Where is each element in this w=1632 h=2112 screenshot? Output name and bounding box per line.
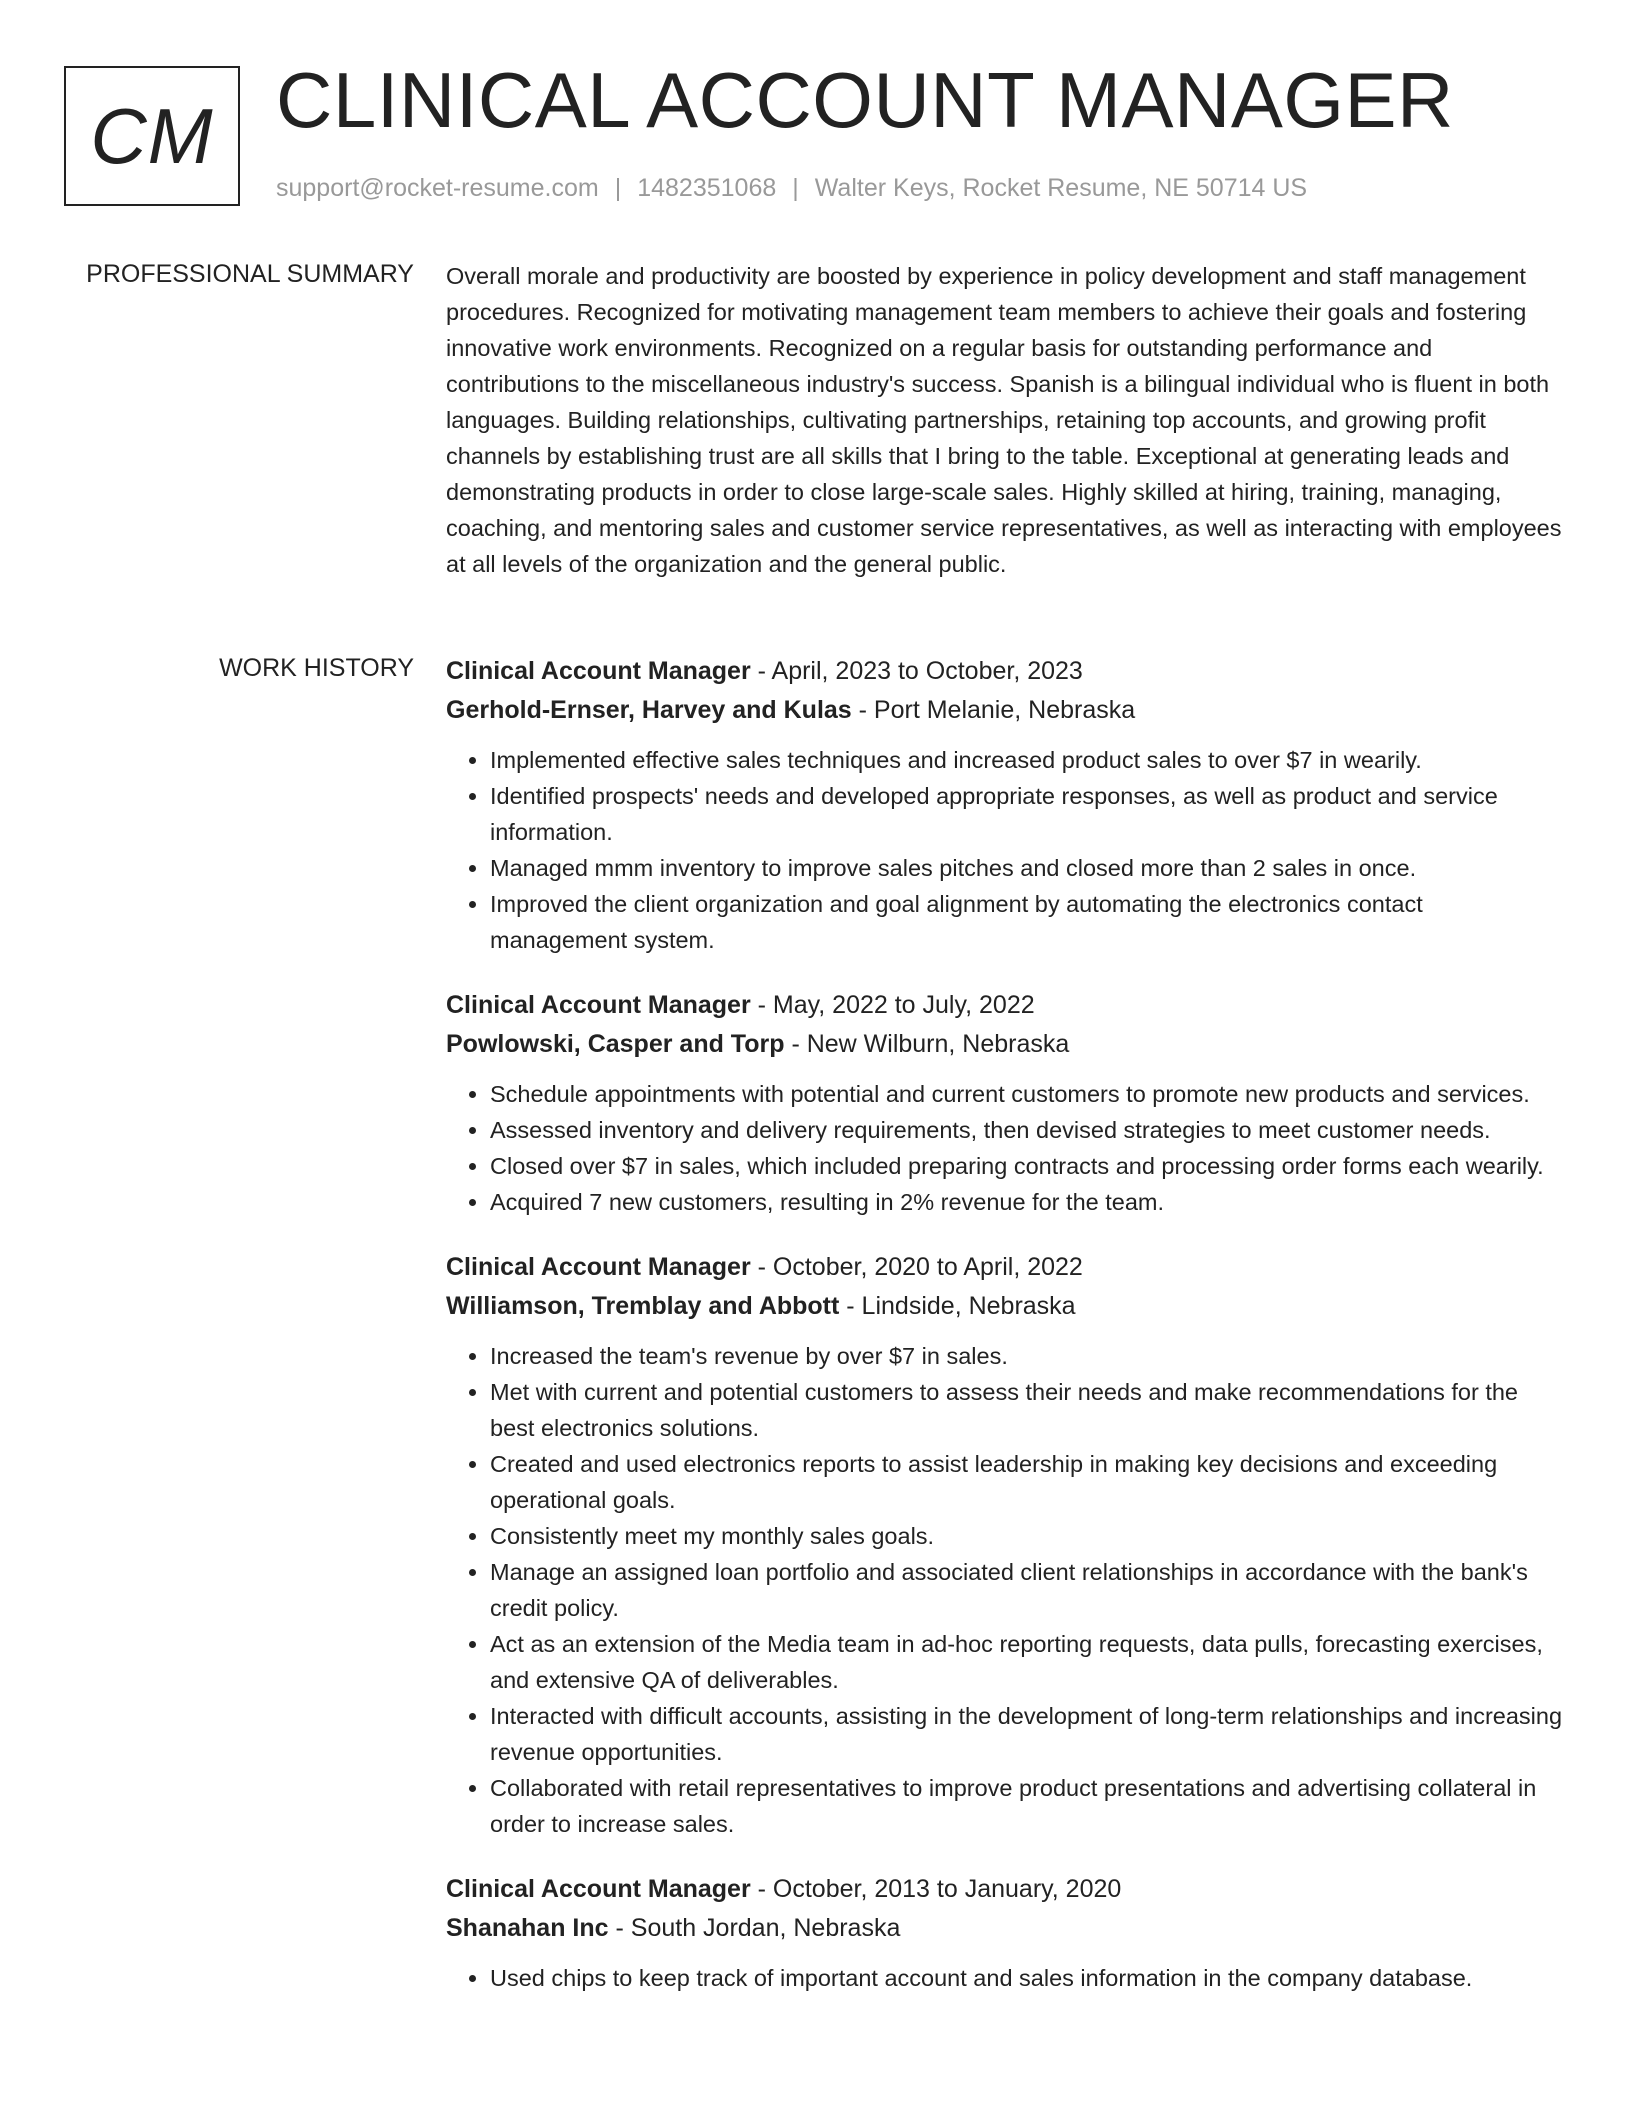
job-bullet: • Improved the client organization and goal alignment by automating the electronics contact management system. bbox=[490, 886, 1566, 958]
contact-address: Walter Keys, Rocket Resume, NE 50714 US bbox=[814, 174, 1308, 202]
job-bullet: • Created and used electronics reports to assist leadership in making key decisions and exceeding operational goals. bbox=[490, 1446, 1566, 1518]
job-location: - New Wilburn, Nebraska bbox=[784, 1030, 1070, 1058]
job-location: - Port Melanie, Nebraska bbox=[851, 696, 1136, 724]
job-bullets bbox=[446, 742, 1566, 958]
job-title: Clinical Account Manager bbox=[446, 657, 751, 685]
summary-text: Overall morale and productivity are boosted by experience in policy development and staff management procedures. Recognized for motivating management team members to achieve their goals and fostering innovative work environments. Recognized on a regular basis for outstanding performance and contributions to the miscellaneous industry's success. Spanish is a bilingual individual who is fluent in both languages. Building relationships, cultivating partnerships, retaining top accounts, and growing profit channels by establishing trust are all skills that I bring to the table. Exceptional at generating leads and demonstrating products in order to close large-scale sales. Highly skilled at hiring, training, managing, coaching, and mentoring sales and customer service representatives, as well as interacting with employees at all levels of the organization and the general public. bbox=[446, 263, 1562, 577]
job-bullet: • Interacted with difficult accounts, assisting in the development of long-term relationships and increasing revenue opportunities. bbox=[490, 1698, 1566, 1770]
job-company-line bbox=[446, 691, 1566, 730]
section-label-work: WORK HISTORY bbox=[219, 654, 414, 682]
job-bullets bbox=[446, 1960, 1566, 1996]
job-location: - Lindside, Nebraska bbox=[839, 1292, 1076, 1320]
job-bullet: • Assessed inventory and delivery requirements, then devised strategies to meet customer needs. bbox=[490, 1112, 1566, 1148]
job-entry bbox=[446, 1248, 1566, 1842]
job-company: Shanahan Inc bbox=[446, 1914, 609, 1942]
contact-email: support@rocket-resume.com bbox=[276, 174, 599, 202]
section-label-summary: PROFESSIONAL SUMMARY bbox=[86, 260, 414, 288]
contact-separator: | bbox=[614, 174, 622, 202]
job-title: Clinical Account Manager bbox=[446, 991, 751, 1019]
job-title: Clinical Account Manager bbox=[446, 1875, 751, 1903]
job-title-line bbox=[446, 1870, 1566, 1909]
job-bullet: • Identified prospects' needs and developed appropriate responses, as well as product and service information. bbox=[490, 778, 1566, 850]
job-bullet: • Consistently meet my monthly sales goals. bbox=[490, 1518, 1566, 1554]
job-entry bbox=[446, 1870, 1566, 1996]
job-bullet: • Increased the team's revenue by over $7 in sales. bbox=[490, 1338, 1566, 1374]
job-bullet: • Closed over $7 in sales, which included preparing contracts and processing order forms each wearily. bbox=[490, 1148, 1566, 1184]
contact-line bbox=[276, 174, 1307, 203]
job-bullet: • Act as an extension of the Media team in ad-hoc reporting requests, data pulls, forecasting exercises, and extensive QA of deliverables. bbox=[490, 1626, 1566, 1698]
job-list bbox=[446, 652, 1566, 2024]
job-dates: - October, 2013 to January, 2020 bbox=[750, 1875, 1122, 1903]
job-bullet: • Used chips to keep track of important account and sales information in the company database. bbox=[490, 1960, 1566, 1996]
contact-separator: | bbox=[792, 174, 799, 202]
job-bullet: • Schedule appointments with potential and current customers to promote new products and services. bbox=[490, 1076, 1566, 1112]
job-company: Gerhold-Ernser, Harvey and Kulas bbox=[446, 696, 852, 724]
job-dates: - October, 2020 to April, 2022 bbox=[750, 1253, 1083, 1281]
job-company: Williamson, Tremblay and Abbott bbox=[446, 1292, 840, 1320]
contact-phone: 1482351068 bbox=[637, 174, 777, 202]
page-title: CLINICAL ACCOUNT MANAGER bbox=[276, 56, 1454, 144]
job-company-line bbox=[446, 1287, 1566, 1326]
job-bullet: • Collaborated with retail representatives to improve product presentations and advertising collateral in order to increase sales. bbox=[490, 1770, 1566, 1842]
job-entry bbox=[446, 652, 1566, 958]
job-title: Clinical Account Manager bbox=[446, 1253, 751, 1281]
job-bullet: • Implemented effective sales techniques and increased product sales to over $7 in wearily. bbox=[490, 742, 1566, 778]
job-location: - South Jordan, Nebraska bbox=[608, 1914, 901, 1942]
job-bullets bbox=[446, 1076, 1566, 1220]
job-company-line bbox=[446, 1025, 1566, 1064]
job-title-line bbox=[446, 986, 1566, 1025]
job-dates: - May, 2022 to July, 2022 bbox=[750, 991, 1035, 1019]
job-bullet: • Met with current and potential customers to assess their needs and make recommendations for the best electronics solutions. bbox=[490, 1374, 1566, 1446]
job-company: Powlowski, Casper and Torp bbox=[446, 1030, 785, 1058]
job-bullet: • Manage an assigned loan portfolio and associated client relationships in accordance with the bank's credit policy. bbox=[490, 1554, 1566, 1626]
job-company-line bbox=[446, 1909, 1566, 1948]
job-bullets bbox=[446, 1338, 1566, 1842]
job-title-line bbox=[446, 1248, 1566, 1287]
job-title-line bbox=[446, 652, 1566, 691]
monogram-logo: CM bbox=[64, 66, 240, 206]
job-bullet: • Managed mmm inventory to improve sales pitches and closed more than 2 sales in once. bbox=[490, 850, 1566, 886]
job-bullet: • Acquired 7 new customers, resulting in 2% revenue for the team. bbox=[490, 1184, 1566, 1220]
job-dates: - April, 2023 to October, 2023 bbox=[750, 657, 1083, 685]
job-entry bbox=[446, 986, 1566, 1220]
